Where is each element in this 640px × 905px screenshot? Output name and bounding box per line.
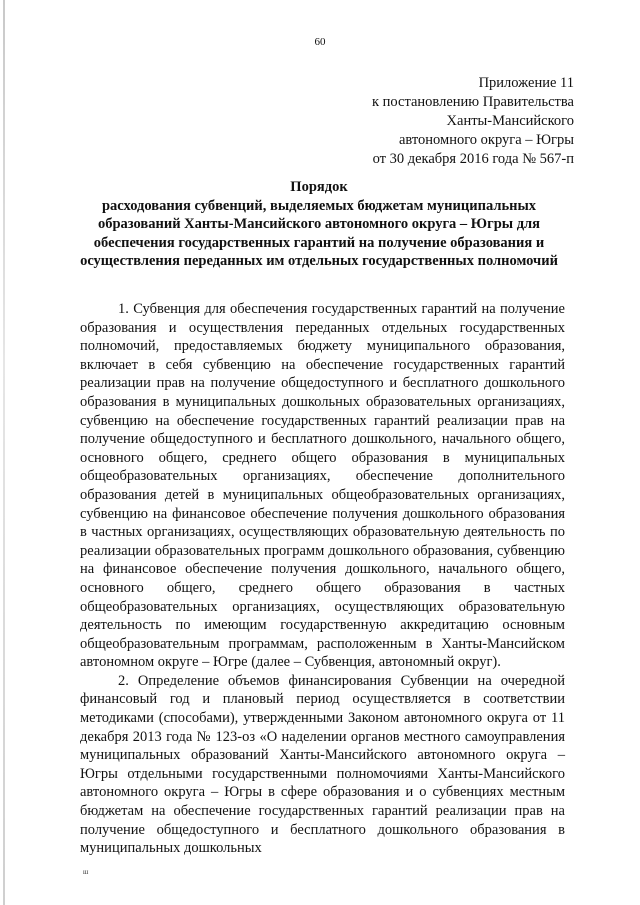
page-number: 60 xyxy=(314,36,326,48)
paragraph-1: 1. Субвенция для обеспечения государственных гарантий на получение образования и осуществления переданных отдельных государственных полномочий, предоставляемых бюджету муниципального образования, включает в себя субвенцию на обеспечение государственных гарантий реализации прав на получение общедоступного и бесплатного дошкольного образования в муниципальных дошкольных образовательных организациях, субвенцию на обеспечение государственных гарантий реализации прав на получение общедоступного и бесплатного дошкольного, начального общего, основного общего, среднего общего образования в муниципальных общеобразовательных организациях, обеспечение дополнительного образования детей в муниципальных общеобразовательных организациях, субвенцию на финансовое обеспечение получения дошкольного образования в частных организациях, осуществляющих образовательную деятельность по реализации образовательных программ дошкольного образования, субвенцию на финансовое обеспечение получения дошкольного, начального общего, основного общего, среднего общего образования в частных общеобразовательных организациях, осуществляющих образовательную деятельность по имеющим государственную аккредитацию основным общеобразовательным программам, расположенным в Ханты-Мансийском автономном округе – Югре (далее – Субвенция, автономный округ). xyxy=(80,301,565,671)
appendix-line: Ханты-Мансийского xyxy=(446,113,574,129)
appendix-line: Приложение 11 xyxy=(478,75,574,91)
paragraph-2: 2. Определение объемов финансирования Субвенции на очередной финансовый год и плановый период осуществляется в соответствии методиками (способами), утвержденными Законом автономного округа от 11 декабря 2013 года № 123-оз «О наделении органов местного самоуправления муниципальных образований Ханты-Мансийского автономного округа – Югры отдельными государственными полномочиями Ханты-Мансийского автономного округа – Югры в сфере образования и о субвенциях местным бюджетам на обеспечение государственных гарантий реализации прав на получение общедоступного и бесплатного дошкольного образования в муниципальных дошкольных xyxy=(80,672,565,857)
title-text: расходования субвенций, выделяемых бюджетам муниципальных образований Ханты-Мансийского автономного округа – Югры для обеспечения государственных гарантий на получение образования и осуществления переданных им отдельных государственных полномочий xyxy=(80,197,558,269)
document-body xyxy=(80,300,565,858)
title-heading: Порядок xyxy=(290,179,348,195)
scan-edge xyxy=(3,0,5,905)
appendix-line: автономного округа – Югры xyxy=(398,132,574,148)
footer-mark: ш xyxy=(83,868,89,876)
document-title xyxy=(80,178,558,271)
appendix-line: от 30 декабря 2016 года № 567-п xyxy=(372,151,574,167)
appendix-line: к постановлению Правительства xyxy=(372,94,574,110)
appendix-block xyxy=(372,74,574,169)
